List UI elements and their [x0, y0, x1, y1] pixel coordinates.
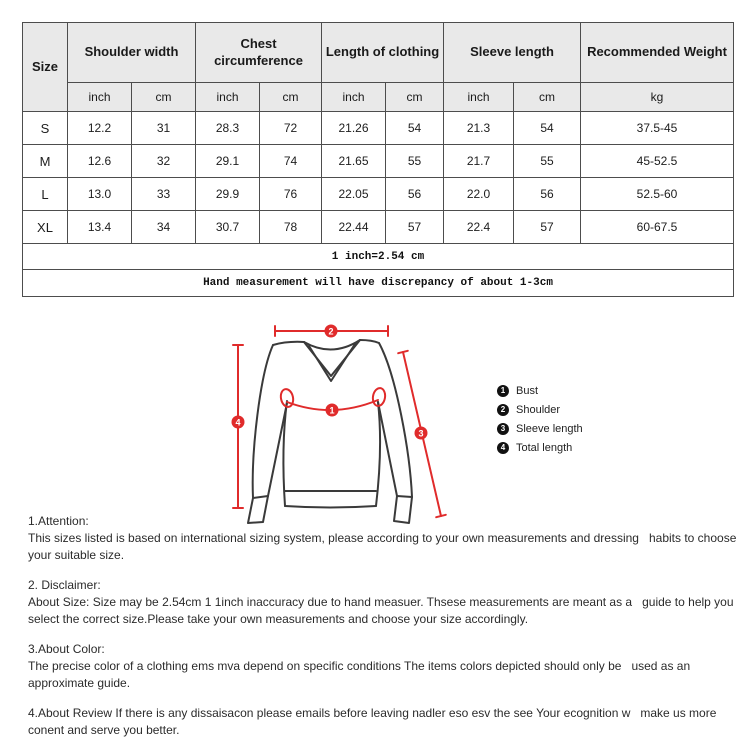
measurement-legend	[497, 381, 583, 457]
col-header-sleeve-length: Sleeve length	[444, 23, 581, 83]
unit-header-kg: kg	[581, 83, 734, 112]
note-disclaimer	[28, 577, 744, 628]
note-text: This sizes listed is based on international sizing system, please according to your own measurements and dressing habits to choose	[28, 531, 737, 545]
table-cell: 37.5-45	[581, 112, 734, 145]
table-row-s	[23, 112, 734, 145]
legend-label: Sleeve length	[516, 422, 583, 435]
unit-header: cm	[514, 83, 581, 112]
table-row-xl	[23, 211, 734, 244]
svg-text:4: 4	[235, 417, 241, 428]
size-label: S	[23, 112, 68, 145]
table-cell: 52.5-60	[581, 178, 734, 211]
table-cell: 22.44	[322, 211, 386, 244]
table-cell: 74	[260, 145, 322, 178]
shoulder-marker	[325, 325, 338, 338]
note-text: 4.About Review If there is any dissaisacon please emails before leaving nadler eso esv the see Your ecognition w make us more	[28, 706, 717, 720]
size-table	[22, 22, 734, 297]
unit-header: inch	[322, 83, 386, 112]
note-attention	[28, 513, 744, 564]
table-cell: 29.9	[196, 178, 260, 211]
unit-header: inch	[196, 83, 260, 112]
table-cell: 60-67.5	[581, 211, 734, 244]
note-about-review	[28, 705, 744, 739]
unit-header: cm	[132, 83, 196, 112]
table-cell: 57	[386, 211, 444, 244]
table-cell: 76	[260, 178, 322, 211]
note-title: 1.Attention:	[28, 514, 89, 528]
legend-label: Shoulder	[516, 403, 561, 416]
size-label: XL	[23, 211, 68, 244]
table-cell: 21.7	[444, 145, 514, 178]
table-cell: 78	[260, 211, 322, 244]
table-cell: 32	[132, 145, 196, 178]
svg-text:1: 1	[329, 405, 335, 416]
note-text: approximate guide.	[28, 676, 131, 690]
table-cell: 56	[514, 178, 581, 211]
footnote-measurement-discrepancy: Hand measurement will have discrepancy of about 1-3cm	[23, 270, 734, 297]
col-header-length-of-clothing: Length of clothing	[322, 23, 444, 83]
sleeve-marker	[415, 427, 428, 440]
footnote-inch-conversion: 1 inch=2.54 cm	[23, 244, 734, 270]
table-cell: 13.0	[68, 178, 132, 211]
total-length-marker	[232, 416, 245, 429]
unit-header: inch	[68, 83, 132, 112]
circled-number-icon: 1	[497, 385, 509, 397]
table-cell: 57	[514, 211, 581, 244]
col-header-chest-circumference: Chest circumference	[196, 23, 322, 83]
table-cell: 12.2	[68, 112, 132, 145]
legend-item-total-length	[497, 438, 583, 457]
table-cell: 21.65	[322, 145, 386, 178]
table-cell: 54	[514, 112, 581, 145]
circled-number-icon: 4	[497, 442, 509, 454]
table-cell: 55	[514, 145, 581, 178]
size-table-container	[22, 22, 734, 297]
notes-section	[28, 513, 744, 750]
size-label: L	[23, 178, 68, 211]
note-text: About Size: Size may be 2.54cm 1 1inch inaccuracy due to hand measuer. Thsese measurements are meant as a guide to help you	[28, 595, 734, 609]
svg-text:2: 2	[328, 326, 334, 337]
col-header-shoulder-width: Shoulder width	[68, 23, 196, 83]
table-row-l	[23, 178, 734, 211]
circled-number-icon: 3	[497, 423, 509, 435]
note-text: The precise color of a clothing ems mva depend on specific conditions The items colors depicted should only be used as an	[28, 659, 691, 673]
table-cell: 12.6	[68, 145, 132, 178]
col-header-recommended-weight: Recommended Weight	[581, 23, 734, 83]
table-cell: 34	[132, 211, 196, 244]
table-cell: 31	[132, 112, 196, 145]
note-text: select the correct size.Please take your own measurements and choose your size accordingly.	[28, 612, 529, 626]
table-cell: 45-52.5	[581, 145, 734, 178]
table-cell: 55	[386, 145, 444, 178]
sweater-outline	[248, 340, 412, 523]
table-cell: 21.26	[322, 112, 386, 145]
col-header-size: Size	[23, 23, 68, 112]
note-title: 2. Disclaimer:	[28, 578, 101, 592]
note-text: conent and serve you better.	[28, 723, 180, 737]
table-cell: 29.1	[196, 145, 260, 178]
unit-header: cm	[260, 83, 322, 112]
table-cell: 54	[386, 112, 444, 145]
svg-text:3: 3	[418, 428, 424, 439]
table-cell: 13.4	[68, 211, 132, 244]
note-title: 3.About Color:	[28, 642, 105, 656]
legend-label: Bust	[516, 384, 539, 397]
table-cell: 33	[132, 178, 196, 211]
unit-header: inch	[444, 83, 514, 112]
size-label: M	[23, 145, 68, 178]
table-cell: 28.3	[196, 112, 260, 145]
table-cell: 22.05	[322, 178, 386, 211]
table-cell: 22.0	[444, 178, 514, 211]
legend-item-shoulder	[497, 400, 583, 419]
legend-item-bust	[497, 381, 583, 400]
note-text: your suitable size.	[28, 548, 125, 562]
table-cell: 21.3	[444, 112, 514, 145]
legend-label: Total length	[516, 441, 573, 454]
table-row-m	[23, 145, 734, 178]
table-cell: 30.7	[196, 211, 260, 244]
circled-number-icon: 2	[497, 404, 509, 416]
sweater-diagram	[210, 312, 490, 537]
legend-item-sleeve-length	[497, 419, 583, 438]
bust-marker	[326, 404, 339, 417]
table-cell: 22.4	[444, 211, 514, 244]
table-cell: 56	[386, 178, 444, 211]
table-cell: 72	[260, 112, 322, 145]
note-about-color	[28, 641, 744, 692]
unit-header: cm	[386, 83, 444, 112]
